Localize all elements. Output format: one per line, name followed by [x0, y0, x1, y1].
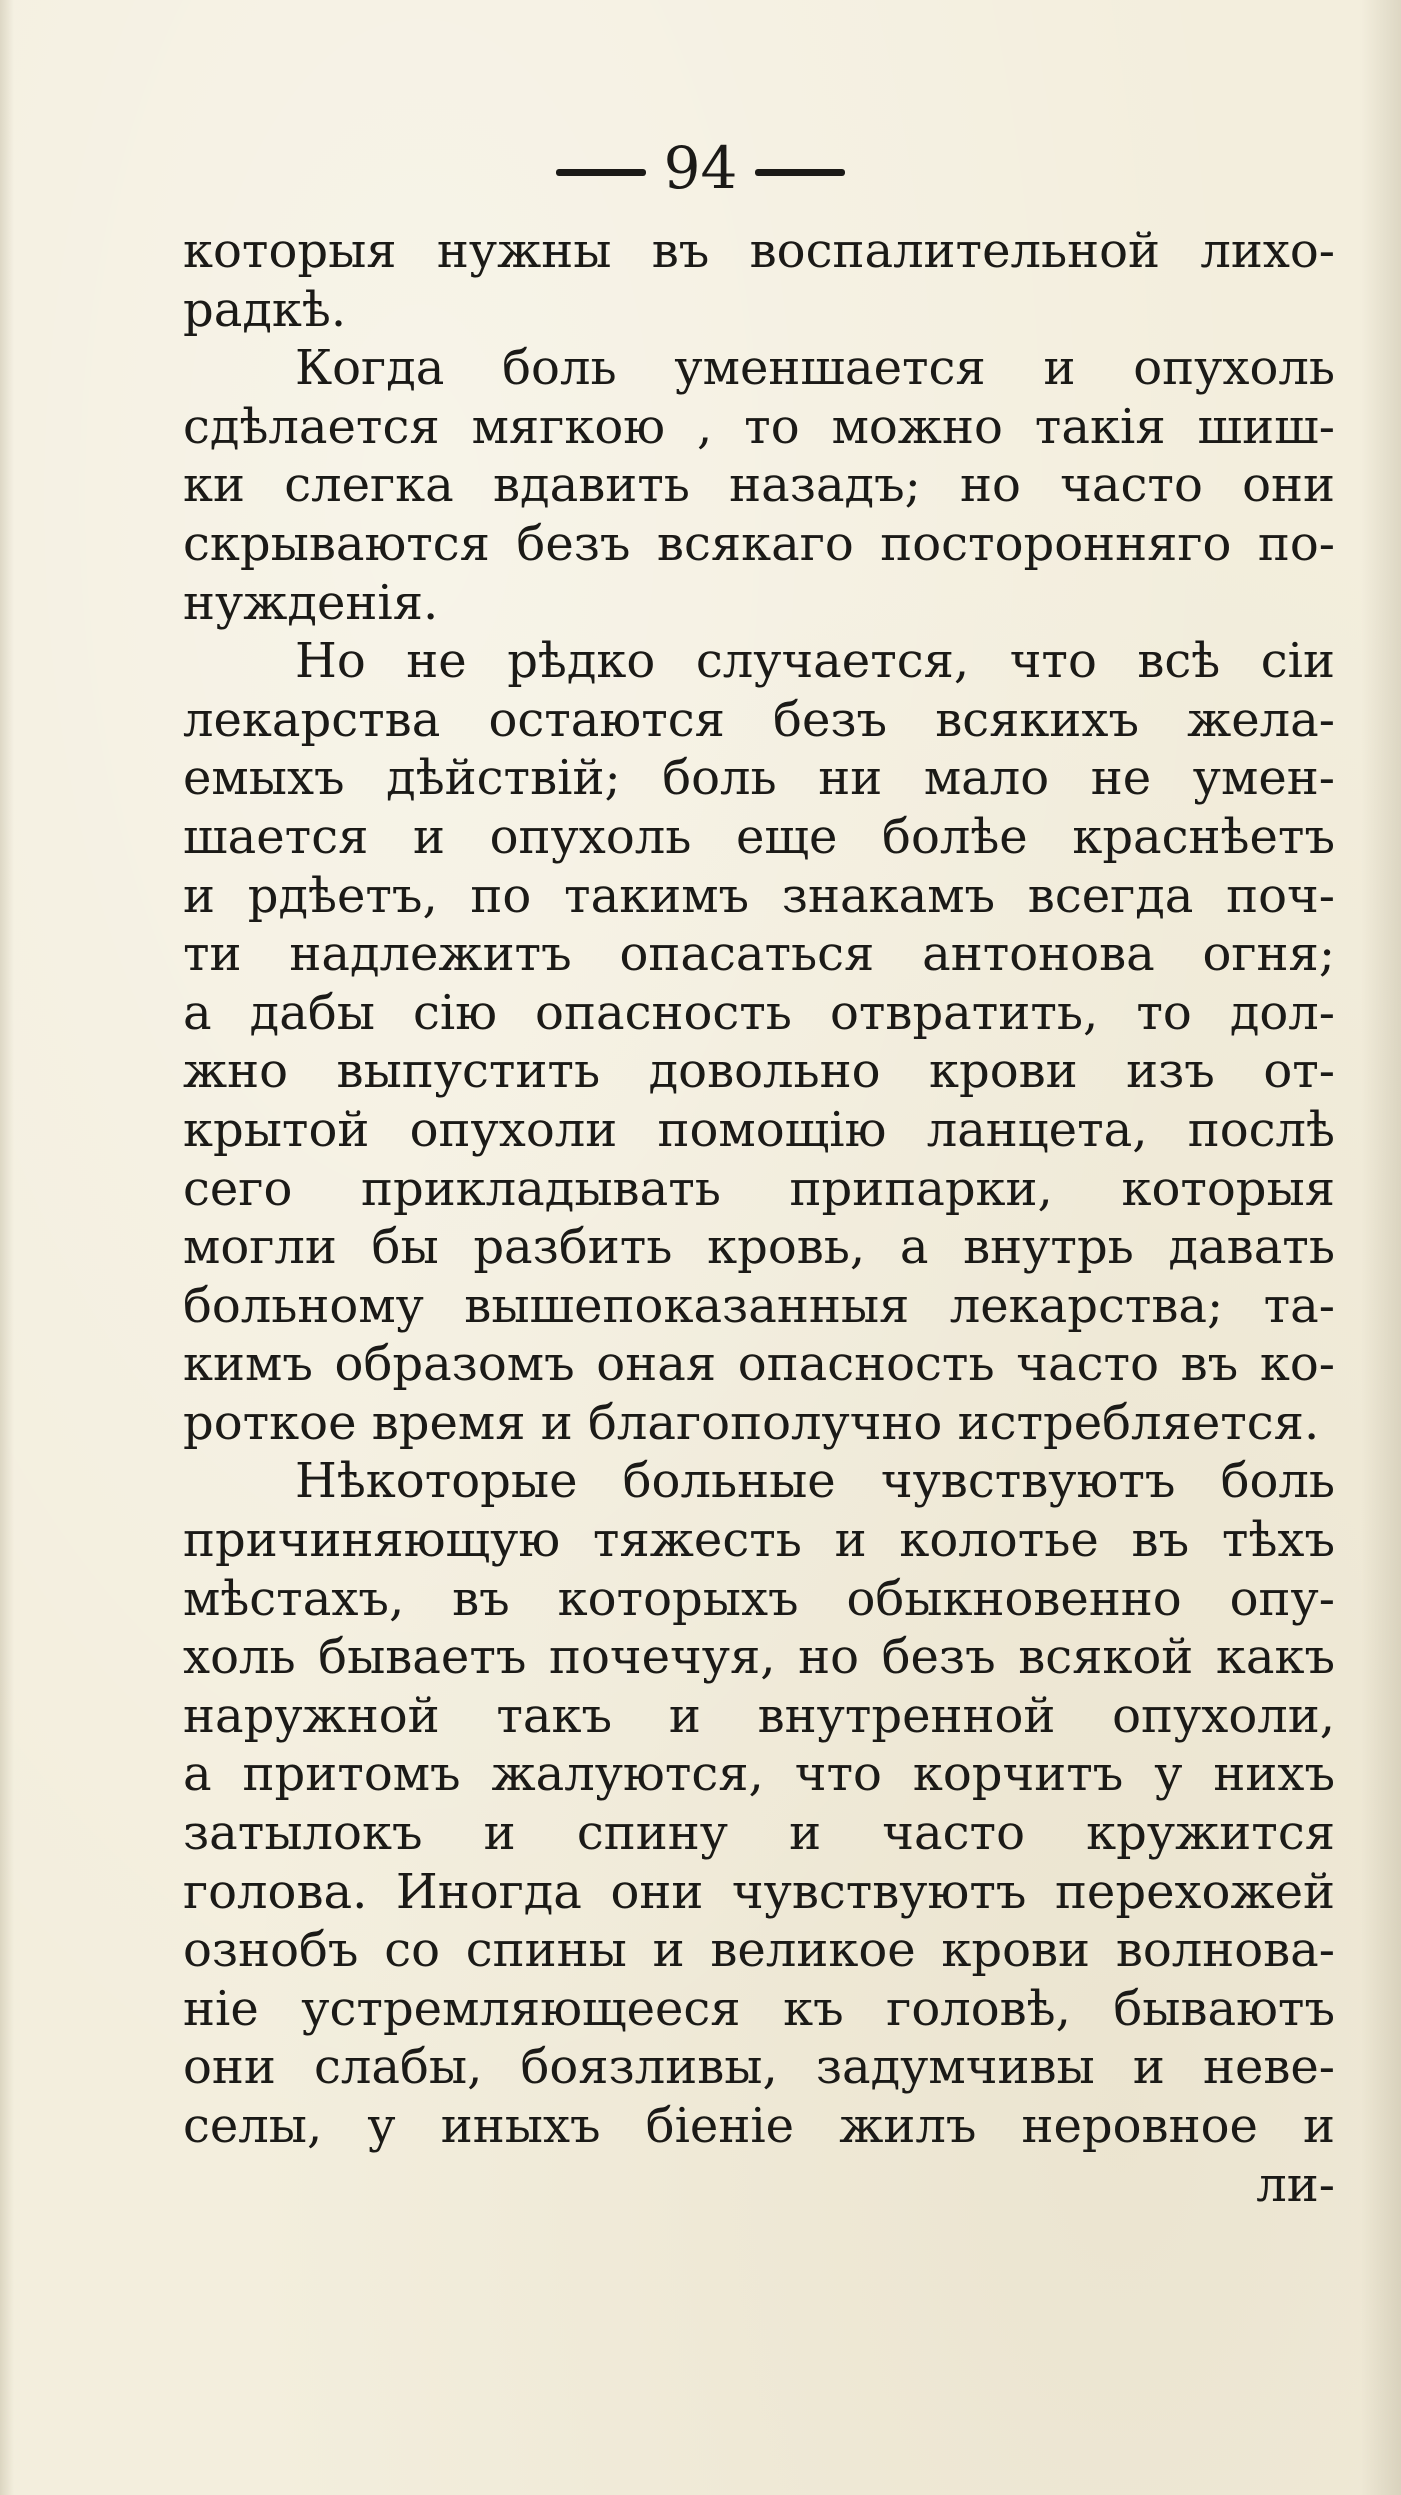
text-line: холь бываетъ почечуя, но безъ всякой какъ: [183, 1629, 1335, 1686]
text-line: Нѣкоторые больные чувствуютъ боль: [295, 1453, 1335, 1510]
text-line: лекарства остаются безъ всякихъ жела-: [183, 691, 1335, 748]
text-line: наружной такъ и внутренной опухоли,: [183, 1687, 1335, 1744]
header-dash-right: [755, 169, 845, 176]
header-dash-left: [556, 169, 646, 176]
text-line: а дабы сію опасность отвратить, то дол-: [183, 984, 1335, 1041]
text-line: голова. Иногда они чувствуютъ перехожей: [183, 1863, 1335, 1920]
text-line: радкѣ.: [183, 281, 347, 338]
text-line: Но не рѣдко случается, что всѣ сіи: [295, 633, 1335, 690]
body-text: [183, 222, 1335, 2214]
text-line: селы, у иныхъ біеніе жилъ неровное и: [183, 2098, 1335, 2154]
text-line: а притомъ жалуются, что корчитъ у нихъ: [183, 1746, 1335, 1803]
text-line: емыхъ дѣйствій; боль ни мало не умен-: [183, 750, 1335, 807]
text-line: сдѣлается мягкою , то можно такія шиш-: [183, 398, 1335, 455]
text-line: и рдѣетъ, по такимъ знакамъ всегда поч-: [183, 867, 1335, 924]
text-line: кимъ образомъ оная опасность часто въ ко-: [183, 1336, 1335, 1393]
text-line: жно выпустить довольно крови изъ от-: [183, 1043, 1335, 1100]
text-line: Когда боль уменшается и опухоль: [295, 340, 1335, 397]
text-line: могли бы разбить кровь, а внутрь давать: [183, 1219, 1335, 1276]
text-line: мѣстахъ, въ которыхъ обыкновенно опу-: [183, 1570, 1335, 1627]
text-line: скрываются безъ всякаго посторонняго по-: [183, 515, 1335, 572]
text-line: ти надлежитъ опасаться антонова огня;: [183, 926, 1335, 983]
text-line: ки слегка вдавить назадъ; но часто они: [183, 457, 1335, 514]
text-line: ніе устремляющееся къ головѣ, бываютъ: [183, 1980, 1335, 2037]
catchword: ли-: [1256, 2156, 1335, 2213]
text-line: причиняющую тяжесть и колотье въ тѣхъ: [183, 1512, 1335, 1569]
text-line: крытой опухоли помощію ланцета, послѣ: [183, 1101, 1335, 1158]
text-line: затылокъ и спину и часто кружится: [183, 1805, 1335, 1862]
page-edge-shadow: [0, 0, 14, 2495]
text-line: больному вышепоказанныя лекарства; та-: [183, 1277, 1335, 1334]
text-line: которыя нужны въ воспалительной лихо-: [183, 223, 1335, 279]
spine-shadow: [1361, 0, 1401, 2495]
text-line: они слабы, боязливы, задумчивы и неве-: [183, 2039, 1335, 2096]
page-number: 94: [663, 134, 738, 202]
text-line: роткое время и благополучно истребляется.: [183, 1394, 1320, 1451]
text-line: сего прикладывать припарки, которыя: [183, 1160, 1335, 1217]
page-header: [0, 128, 1401, 208]
text-line: нужденія.: [183, 574, 439, 631]
text-line: шается и опухоль еще болѣе краснѣетъ: [183, 808, 1335, 865]
text-line: ознобъ со спины и великое крови волнова-: [183, 1922, 1335, 1979]
